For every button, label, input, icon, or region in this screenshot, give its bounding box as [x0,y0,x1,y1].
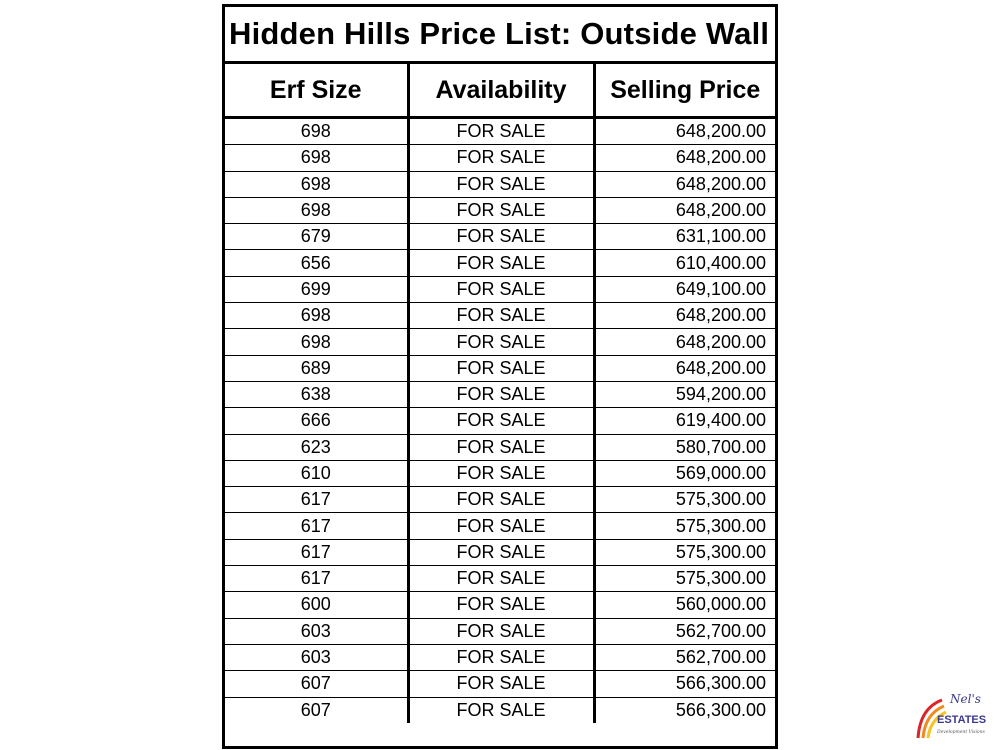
erf-size-cell: 699 [225,276,408,302]
availability-cell: FOR SALE [408,118,594,145]
table-row [225,487,775,513]
erf-size-cell: 698 [225,197,408,223]
erf-size-cell: 617 [225,487,408,513]
nels-estates-logo [912,690,992,740]
availability-cell: FOR SALE [408,434,594,460]
erf-size-cell: 698 [300,121,331,142]
selling-price-cell: 575,300.00 [594,487,775,513]
table-row [225,566,775,592]
table-row [225,224,775,250]
table-row [225,539,775,565]
erf-size-cell: 656 [225,250,408,276]
table-row [225,250,775,276]
selling-price-cell: 648,200.00 [594,145,775,171]
erf-size-cell: 698 [225,145,408,171]
erf-size-cell: 610 [225,460,408,486]
availability-cell: FOR SALE [408,224,594,250]
selling-price-cell: 566,300.00 [594,671,775,697]
erf-size-cell: 698 [225,171,408,197]
erf-size-cell: 698 [225,329,408,355]
table-row [225,434,775,460]
table-row [225,197,775,223]
availability-cell: FOR SALE [408,539,594,565]
availability-cell: FOR SALE [408,592,594,618]
erf-size-cell: 600 [225,592,408,618]
table-header [225,64,775,118]
table-row [225,171,775,197]
logo-name-text: ESTATES [937,714,987,726]
selling-price-cell: 594,200.00 [594,381,775,407]
table-row [225,381,775,407]
selling-price-cell: 649,100.00 [594,276,775,302]
availability-cell: FOR SALE [408,697,594,723]
availability-cell: FOR SALE [408,145,594,171]
availability-cell: FOR SALE [408,276,594,302]
availability-cell: FOR SALE [408,460,594,486]
selling-price-cell: 648,200.00 [594,329,775,355]
table-row [225,276,775,302]
availability-cell: FOR SALE [408,644,594,670]
erf-size-cell: 689 [225,355,408,381]
selling-price-cell: 648,200.00 [594,303,775,329]
erf-size-cell: 607 [225,671,408,697]
availability-cell: FOR SALE [408,513,594,539]
header-row [225,64,775,118]
selling-price-cell: 648,200.00 [594,355,775,381]
erf-size-cell: 617 [225,539,408,565]
availability-cell: FOR SALE [408,618,594,644]
selling-price-cell: 575,300.00 [594,539,775,565]
table-row [225,460,775,486]
availability-cell: FOR SALE [408,381,594,407]
availability-cell: FOR SALE [408,671,594,697]
erf-size-cell: 638 [225,381,408,407]
table-row [225,329,775,355]
selling-price-cell: 569,000.00 [594,460,775,486]
availability-cell: FOR SALE [408,303,594,329]
erf-size-cell: 603 [225,644,408,670]
selling-price-cell: 648,200.00 [594,171,775,197]
price-table [225,64,775,723]
selling-price-cell: 562,700.00 [594,618,775,644]
erf-size-cell: 679 [225,224,408,250]
availability-cell: FOR SALE [408,250,594,276]
column-header-availability: Availability [408,64,594,118]
table-row [225,644,775,670]
availability-cell: FOR SALE [408,566,594,592]
table-row [225,513,775,539]
selling-price-cell: 580,700.00 [594,434,775,460]
column-header-selling-price: Selling Price [594,64,775,118]
logo-script-text: Nel's [950,692,981,706]
availability-cell: FOR SALE [408,487,594,513]
page-title: Hidden Hills Price List: Outside Wall [225,7,775,64]
table-row [225,671,775,697]
price-list-sheet [222,4,778,749]
erf-size-cell: 607 [225,697,408,723]
availability-cell: FOR SALE [408,171,594,197]
table-body [225,118,775,723]
selling-price-cell: 575,300.00 [594,513,775,539]
column-header-erf-size: Erf Size [225,64,408,118]
table-row [225,355,775,381]
erf-size-cell: 666 [225,408,408,434]
logo-tagline: Development Visions [937,730,985,735]
availability-cell: FOR SALE [408,329,594,355]
selling-price-cell: 610,400.00 [594,250,775,276]
selling-price-cell: 648,200.00 [594,197,775,223]
table-row [225,408,775,434]
availability-cell: FOR SALE [408,197,594,223]
erf-size-cell: 698 [225,303,408,329]
selling-price-cell: 648,200.00 [594,118,775,145]
erf-size-cell: 617 [225,513,408,539]
table-row [225,697,775,723]
table-row [225,592,775,618]
erf-size-cell: 603 [225,618,408,644]
selling-price-cell: 566,300.00 [594,697,775,723]
erf-size-cell: 623 [225,434,408,460]
table-row [225,618,775,644]
availability-cell: FOR SALE [408,408,594,434]
selling-price-cell: 619,400.00 [594,408,775,434]
table-row [225,303,775,329]
selling-price-cell: 562,700.00 [594,644,775,670]
selling-price-cell: 560,000.00 [594,592,775,618]
selling-price-cell: 575,300.00 [594,566,775,592]
availability-cell: FOR SALE [408,355,594,381]
erf-size-cell: 617 [225,566,408,592]
table-row [225,118,775,145]
table-row [225,145,775,171]
selling-price-cell: 631,100.00 [594,224,775,250]
